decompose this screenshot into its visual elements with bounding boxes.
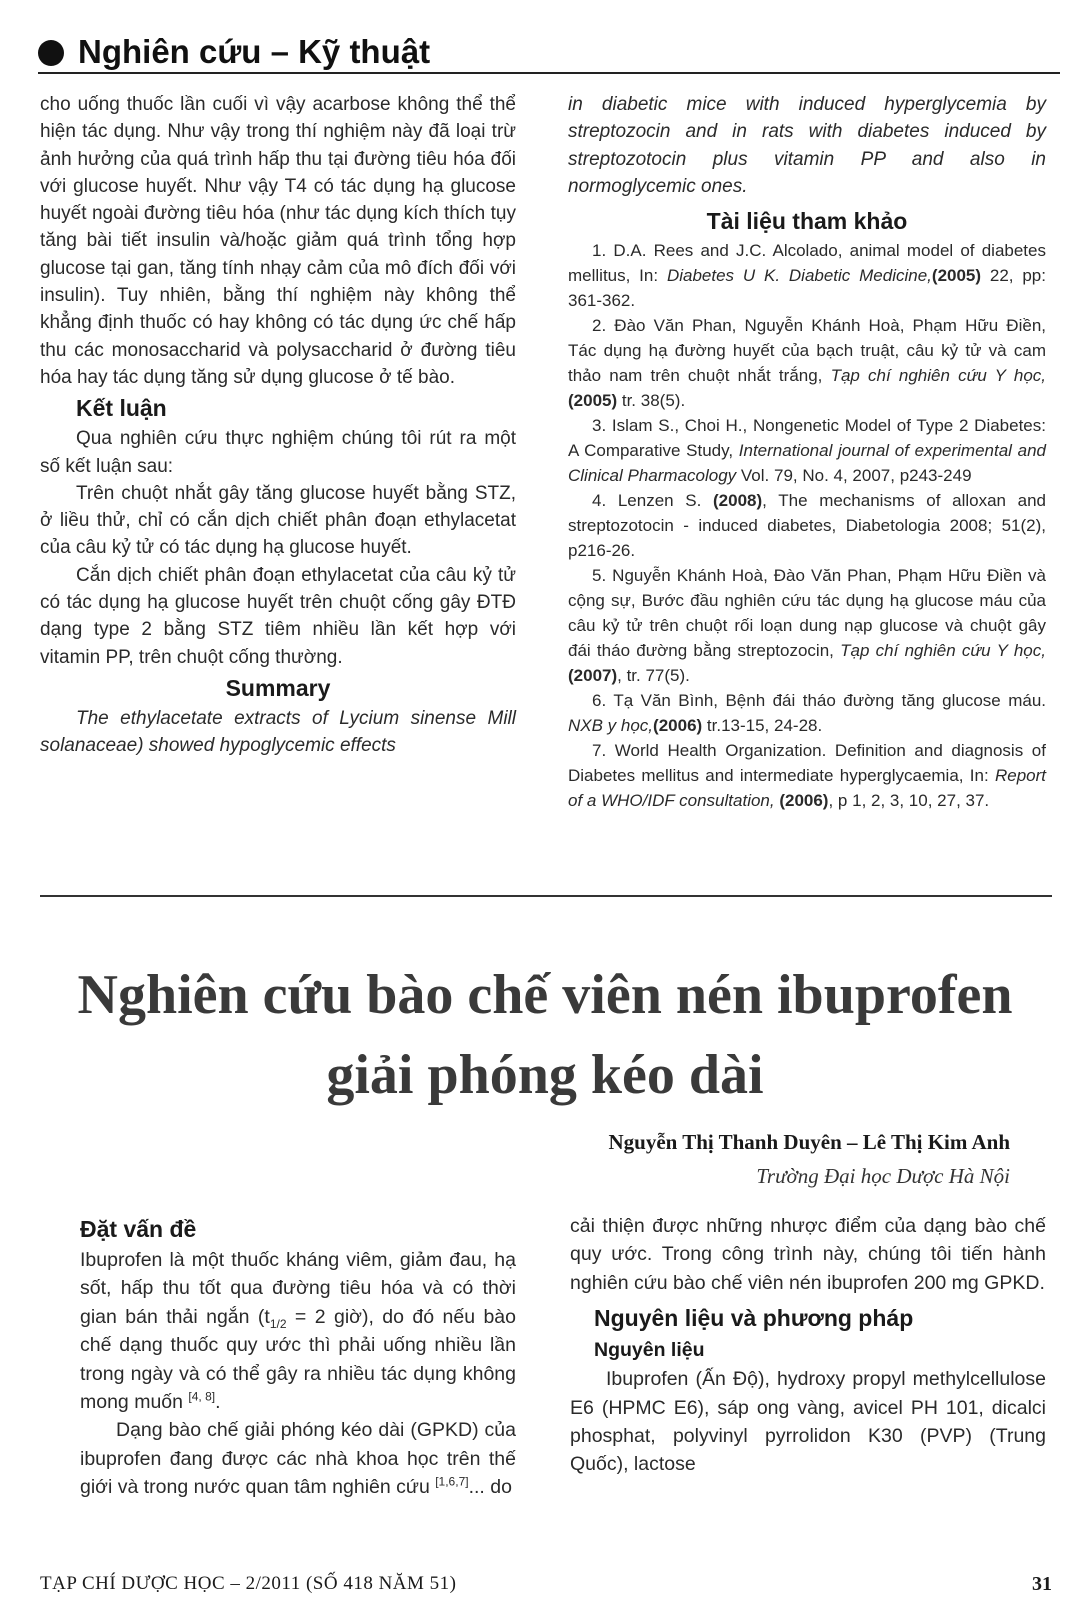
header-divider — [38, 72, 1060, 74]
paragraph: Trên chuột nhắt gây tăng glucose huyết bằng STZ, ở liều thử, chỉ có cắn dịch chiết phân đoạn ethylacetat của câu kỷ tử có tác dụng hạ glucose huyết. — [40, 482, 516, 559]
article-title-line: Nghiên cứu bào chế viên nén ibuprofen — [77, 964, 1013, 1026]
section-divider — [40, 895, 1052, 897]
paragraph: Ibuprofen (Ấn Độ), hydroxy propyl methylcellulose E6 (HPMC E6), sáp ong vàng, avicel PH 101, dicalci phosphat, polyvinyl pyrrolidon K30 (PVP) (Trung Quốc), lactose — [570, 1368, 1046, 1476]
reference-item: 6. Tạ Văn Bình, Bệnh đái tháo đường tăng glucose máu. NXB y học,(2006) tr.13-15, 24-28. — [568, 691, 1046, 736]
summary-paragraph: in diabetic mice with induced hyperglycemia by streptozocin and in rats with diabetes induced by streptozotocin plus vitamin PP and also in normoglycemic ones. — [568, 94, 1046, 197]
reference-item: 4. Lenzen S. (2008), The mechanisms of alloxan and streptozotocin - induced diabetes, Diabetologia 2008; 51(2), p216-26. — [568, 491, 1047, 561]
paragraph: cải thiện được những nhược điểm của dạng bào chế quy ước. Trong công trình này, chúng tôi tiến hành nghiên cứu bào chế viên nén ibuprofen 200 mg GPKD. — [570, 1215, 1046, 1294]
journal-footer: TẠP CHÍ DƯỢC HỌC – 2/2011 (SỐ 418 NĂM 51) — [40, 1573, 457, 1594]
reference-item: 1. D.A. Rees and J.C. Alcolado, animal model of diabetes mellitus, In: Diabetes U K. Diabetic Medicine,(2005) 22, pp: 361-362. — [568, 241, 1046, 311]
page-number: 31 — [1032, 1573, 1052, 1595]
article-affiliation: Trường Đại học Dược Hà Nội — [756, 1164, 1010, 1188]
paragraph: Qua nghiên cứu thực nghiệm chúng tôi rút ra một số kết luận sau: — [40, 428, 516, 477]
paragraph: Cắn dịch chiết phân đoạn ethylacetat của câu kỷ tử có tác dụng hạ glucose huyết trên chuột cống gây ĐTĐ dạng type 2 bằng STZ tiêm nhiều lần kết hợp với vitamin PP, trên chuột cống thường. — [40, 564, 516, 668]
summary-paragraph: The ethylacetate extracts of Lycium sinense Mill solanaceae) showed hypoglycemic effects — [40, 707, 516, 757]
reference-list — [568, 238, 1046, 813]
summary-heading: Summary — [225, 674, 331, 701]
reference-item: 3. Islam S., Choi H., Nongenetic Model of Type 2 Diabetes: A Comparative Study, International journal of experimental and Clinical Pharmacology Vol. 79, No. 4, 2007, p243-249 — [568, 416, 1046, 486]
section-header — [38, 30, 1058, 74]
references-heading: Tài liệu tham khảo — [706, 208, 908, 235]
reference-item: 7. World Health Organization. Definition and diagnosis of Diabetes mellitus and intermediate hyperglycaemia, In: Report of a WHO/IDF consultation, (2006), p 1, 2, 3, 10, 27, 37. — [568, 741, 1046, 811]
reference-item: 2. Đào Văn Phan, Nguyễn Khánh Hoà, Phạm Hữu Điền, Tác dụng hạ đường huyết của bạch truật, câu kỷ tử và cam thảo nam trên chuột nhắt trắng, Tạp chí nghiên cứu Y học,(2005) tr. 38(5). — [568, 316, 1046, 411]
reference-item: 5. Nguyễn Khánh Hoà, Đào Văn Phan, Phạm Hữu Điền và cộng sự, Bước đầu nghiên cứu tác dụng hạ glucose máu của câu kỷ tử trên chuột rối loạn dung nạp glucose và chuột gây đái tháo đường bằng streptozocin, Tạp chí nghiên cứu Y học, (2007), tr. 77(5). — [568, 566, 1046, 686]
section-title: Nghiên cứu – Kỹ thuật — [78, 33, 431, 70]
methods-heading: Nguyên liệu và phương pháp — [594, 1305, 914, 1332]
article-title — [40, 955, 1050, 1115]
bottom-left-column — [80, 1212, 516, 1502]
article-title-line: giải phóng kéo dài — [326, 1044, 764, 1106]
top-right-column — [568, 91, 1046, 813]
top-left-column — [40, 91, 516, 760]
paragraph: Dạng bào chế giải phóng kéo dài (GPKD) của ibuprofen đang được các nhà khoa học trên thế giới và trong nước quan tâm nghiên cứu [1,6,7]... do — [80, 1419, 516, 1499]
paragraph: Ibuprofen là một thuốc kháng viêm, giảm đau, hạ sốt, hấp thu tốt qua đường tiêu hóa và có thời gian bán thải ngắn ($t_{1/2} = 2$ giờ), do đó nếu bào chế dạng thuốc quy ước thì phải uống nhiều lần trong ngày và có thể gây ra nhiều tác dụng không mong muốn [4, 8]. — [80, 1249, 516, 1414]
paragraph: cho uống thuốc lần cuối vì vậy acarbose không thể thể hiện tác dụng. Như vậy trong thí nghiệm này đã loại trừ ảnh hưởng của quá trình hấp thu tại đường tiêu hóa đối với glucose huyết. Như vậy T4 có tác dụng hạ glucose huyết ngoài đường tiêu hóa (như tác dụng kích thích tụy tăng bài tiết insulin và/hoặc giảm quá trình tổng hợp glucose tại gan, tăng tính nhạy cảm của mô đích đối với insulin). Tuy nhiên, bằng thí nghiệm này không thể khẳng định thuốc có hay không có tác dụng ức chế hấp thu các monosaccharid và polysaccharid ở đường tiêu hóa hay tác dụng tăng sử dụng glucose ở tế bào. — [40, 94, 516, 388]
article-authors: Nguyễn Thị Thanh Duyên – Lê Thị Kim Anh — [608, 1130, 1010, 1154]
conclusion-heading: Kết luận — [76, 395, 167, 422]
materials-subheading: Nguyên liệu — [594, 1339, 705, 1362]
bottom-right-column — [570, 1212, 1046, 1479]
bullet-icon — [38, 40, 64, 66]
intro-heading: Đặt vấn đề — [80, 1216, 197, 1242]
